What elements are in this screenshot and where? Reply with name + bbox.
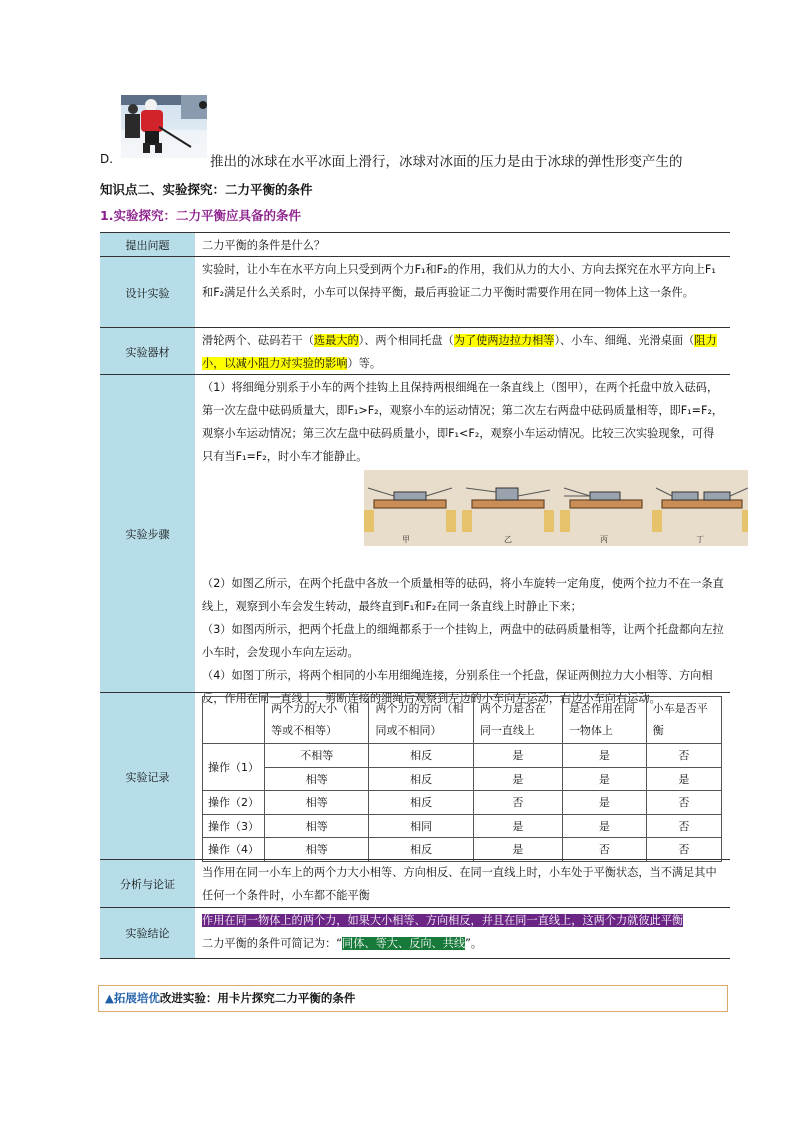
cell: 是 [473, 814, 562, 838]
step-2: （2）如图乙所示，在两个托盘中各放一个质量相等的砝码，将小车旋转一定角度，使两个拉力不在一条直线上，观察到小车会发生转动，最终直到F₁和F₂在同一条直线上时静止下来； [202, 577, 724, 613]
table-row [203, 744, 722, 768]
cell: 相等 [265, 838, 369, 862]
option-d-text: 推出的冰球在水平冰面上滑行，冰球对冰面的压力是由于冰球的弹性形变产生的 [210, 154, 683, 170]
label-analysis: 分析与论证 [100, 860, 196, 908]
cell: 不相等 [265, 744, 369, 768]
cell: 是 [473, 744, 562, 768]
label-question: 提出问题 [100, 233, 196, 257]
table-row [203, 838, 722, 862]
conclusion-content [196, 908, 730, 958]
equipment-highlight-2: 为了使两边拉力相等 [453, 334, 555, 347]
header-force-direction: 两个力的方向（相同或不相同） [369, 697, 473, 744]
header-same-line: 两个力是否在同一直线上 [473, 697, 562, 744]
cell: 操作（2） [203, 791, 265, 815]
header-balanced: 小车是否平衡 [646, 697, 721, 744]
analysis-text: 当作用在同一小车上的两个力大小相等、方向相反、在同一直线上时，小车处于平衡状态，当不满足其中任何一个条件时，小车都不能平衡 [202, 866, 717, 902]
steps-content [196, 375, 730, 705]
fig-label-bing: 丙 [600, 535, 608, 544]
record-header-row [203, 697, 722, 744]
label-design: 设计实验 [100, 257, 196, 328]
cell: 否 [646, 838, 721, 862]
header-force-size: 两个力的大小（相等或不相等） [265, 697, 369, 744]
cell: 相反 [369, 767, 473, 791]
cell: 是 [473, 767, 562, 791]
knowledge-point-heading: 知识点二、实验探究：二力平衡的条件 [100, 182, 313, 197]
row-question [100, 232, 730, 257]
row-equipment [100, 327, 730, 375]
fig-label-jia: 甲 [402, 535, 410, 544]
equipment-highlight-3: 阻力小，以减小阻力对实验的影响 [202, 334, 717, 370]
ice-hockey-photo [121, 95, 207, 158]
label-equipment: 实验器材 [100, 328, 196, 375]
cell: 否 [646, 814, 721, 838]
table-row [203, 791, 722, 815]
cell: 否 [646, 744, 721, 768]
fig-label-ding: 丁 [696, 535, 704, 544]
label-conclusion: 实验结论 [100, 908, 196, 958]
extension-text: 改进实验：用卡片探究二力平衡的条件 [159, 991, 356, 1005]
cell: 是 [562, 814, 646, 838]
cell: 相反 [369, 744, 473, 768]
cell: 否 [473, 791, 562, 815]
cell: 相同 [369, 814, 473, 838]
option-d-label: D. [100, 152, 114, 166]
design-text: 实验时，让小车在水平方向上只受到两个力F₁和F₂的作用，我们从力的大小、方向去探究在水平方向上F₁和F₂满足什么关系时，小车可以保持平衡，最后再验证二力平衡时需要作用在同一物体上这一条件。 [202, 263, 716, 299]
fig-label-yi: 乙 [504, 535, 512, 544]
equipment-t3: ）、小车、细绳、光滑桌面（ [554, 334, 695, 347]
conclusion-t2: ”。 [465, 937, 483, 950]
cell: 是 [562, 791, 646, 815]
cell: 相等 [265, 767, 369, 791]
cell: 是 [562, 744, 646, 768]
experiment-table [100, 232, 730, 958]
table-row [203, 767, 722, 791]
equipment-highlight-1: 选最大的 [313, 334, 359, 347]
equipment-t2: ）、两个相同托盘（ [358, 334, 454, 347]
cell: 相等 [265, 814, 369, 838]
section-title: 1.实验探究：二力平衡应具备的条件 [100, 208, 301, 223]
cell: 是 [646, 767, 721, 791]
row-steps [100, 374, 730, 705]
op1-label: 操作（1） [203, 744, 265, 791]
cell: 相反 [369, 791, 473, 815]
label-steps: 实验步骤 [100, 375, 196, 693]
cell: 否 [562, 838, 646, 862]
cell: 操作（3） [203, 814, 265, 838]
conclusion-t1: 二力平衡的条件可简记为：“ [202, 937, 343, 950]
cell: 是 [562, 767, 646, 791]
step-4: （4）如图丁所示，将两个相同的小车用细绳连接，分别系住一个托盘，保证两侧拉力大小相等、方向相反，作用在同一直线上，剪断连接的细绳后观察到左边的小车向左运动，右边小车向右运动。 [202, 669, 713, 705]
cell: 是 [473, 838, 562, 862]
equipment-t4: ）等。 [347, 357, 382, 370]
equipment-text [196, 328, 730, 375]
step-3: （3）如图丙所示，把两个托盘上的细绳都系于一个挂钩上，两盘中的砝码质量相等，让两个托盘都向左拉小车时，会发现小车向左运动。 [202, 623, 724, 659]
cell: 否 [646, 791, 721, 815]
cell: 操作（4） [203, 838, 265, 862]
extension-box [98, 985, 728, 1012]
row-analysis [100, 859, 730, 908]
row-record [100, 692, 730, 860]
header-same-object: 是否作用在同一物体上 [562, 697, 646, 744]
row-conclusion [100, 907, 730, 959]
row-design [100, 256, 730, 328]
equipment-t1: 滑轮两个、砝码若干（ [202, 334, 314, 347]
conclusion-highlight: 作用在同一物体上的两个力，如果大小相等、方向相反，并且在同一直线上，这两个力就彼此平衡 [202, 914, 684, 927]
question-text: 二力平衡的条件是什么？ [202, 239, 326, 252]
conclusion-keywords: 同体、等大、反向、共线 [342, 937, 466, 950]
cell: 相反 [369, 838, 473, 862]
record-table [202, 696, 722, 862]
label-record: 实验记录 [100, 693, 196, 860]
extension-tag: ▲拓展培优 [105, 991, 160, 1005]
cell: 相等 [265, 791, 369, 815]
table-row [203, 814, 722, 838]
step-1: （1）将细绳分别系于小车的两个挂钩上且保持两根细绳在一条直线上（图甲），在两个托盘中放入砝码，第一次左盘中砝码质量大，即F₁>F₂，观察小车的运动情况；第二次左右两盘中砝码质量相等，即F₁=F₂，观察小车运动情况；第三次左盘中砝码质量小，即F₁<F₂，观察小车运动情况。比较三次实验现象，可得只有当F₁=F₂，时小车才能静止。 [202, 381, 724, 463]
experiment-figure [364, 470, 748, 546]
